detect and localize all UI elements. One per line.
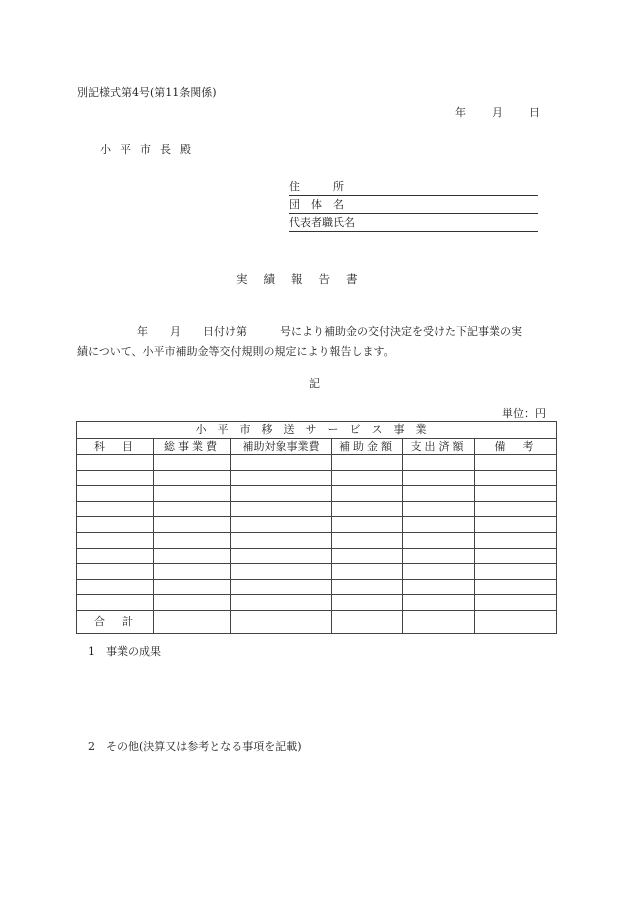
table-cell[interactable] <box>332 532 403 548</box>
table-cell[interactable] <box>231 548 332 564</box>
table-row <box>77 501 557 517</box>
table-cell[interactable] <box>475 470 557 486</box>
table-cell[interactable] <box>77 501 154 517</box>
table-cell[interactable] <box>154 532 231 548</box>
group-name-label: 団 体 名 <box>289 198 344 211</box>
form-number: 別記様式第4号(第11条関係) <box>77 86 217 99</box>
table-cell[interactable] <box>475 501 557 517</box>
table-cell[interactable] <box>332 486 403 502</box>
unit-label: 単位：円 <box>502 407 546 420</box>
table-cell[interactable] <box>332 470 403 486</box>
table-row <box>77 470 557 486</box>
representative-label: 代表者職氏名 <box>289 216 355 229</box>
table-cell[interactable] <box>77 595 154 611</box>
header-remarks: 備 考 <box>475 439 557 455</box>
total-label: 合 計 <box>77 610 154 633</box>
total-cell[interactable] <box>231 610 332 633</box>
table-cell[interactable] <box>403 517 475 533</box>
total-row <box>77 610 557 633</box>
total-cell[interactable] <box>332 610 403 633</box>
table-caption: 小平市移送サービス事業 <box>77 422 557 439</box>
table-cell[interactable] <box>332 579 403 595</box>
table-cell[interactable] <box>475 564 557 580</box>
total-cell[interactable] <box>475 610 557 633</box>
table-row <box>77 532 557 548</box>
table-row <box>77 548 557 564</box>
addressee: 小平市長殿 <box>100 143 200 156</box>
table-cell[interactable] <box>403 532 475 548</box>
table-cell[interactable] <box>332 548 403 564</box>
table-cell[interactable] <box>475 595 557 611</box>
body-text <box>77 322 552 362</box>
table-cell[interactable] <box>77 470 154 486</box>
table-cell[interactable] <box>154 455 231 471</box>
table-cell[interactable] <box>77 532 154 548</box>
body-line-2: 績について、小平市補助金等交付規則の規定により報告します。 <box>77 345 395 358</box>
table-cell[interactable] <box>231 486 332 502</box>
date-line <box>455 104 540 120</box>
report-table <box>76 421 557 634</box>
table-cell[interactable] <box>231 517 332 533</box>
table-cell[interactable] <box>403 486 475 502</box>
table-cell[interactable] <box>403 564 475 580</box>
table-cell[interactable] <box>332 564 403 580</box>
table-cell[interactable] <box>332 517 403 533</box>
table-cell[interactable] <box>231 532 332 548</box>
table-cell[interactable] <box>332 455 403 471</box>
table-row <box>77 564 557 580</box>
address-field[interactable] <box>289 179 538 196</box>
table-cell[interactable] <box>403 501 475 517</box>
table-cell[interactable] <box>231 579 332 595</box>
table-cell[interactable] <box>403 579 475 595</box>
header-total-cost: 総事業費 <box>154 439 231 455</box>
section-other: 2 その他(決算又は参考となる事項を記載) <box>88 740 302 753</box>
table-cell[interactable] <box>332 595 403 611</box>
group-name-field[interactable] <box>289 197 538 214</box>
table-cell[interactable] <box>231 564 332 580</box>
table-cell[interactable] <box>332 501 403 517</box>
header-paid-amount: 支出済額 <box>403 439 475 455</box>
header-item: 科 目 <box>77 439 154 455</box>
table-cell[interactable] <box>475 548 557 564</box>
date-month: 月 <box>492 106 503 119</box>
table-cell[interactable] <box>475 517 557 533</box>
table-cell[interactable] <box>154 548 231 564</box>
table-cell[interactable] <box>154 564 231 580</box>
table-cell[interactable] <box>475 532 557 548</box>
table-row <box>77 579 557 595</box>
table-cell[interactable] <box>154 595 231 611</box>
table-cell[interactable] <box>77 455 154 471</box>
date-day: 日 <box>529 106 540 119</box>
table-cell[interactable] <box>231 470 332 486</box>
header-subsidy-amount: 補助金額 <box>332 439 403 455</box>
table-cell[interactable] <box>77 517 154 533</box>
address-label: 住 所 <box>289 180 344 193</box>
body-line-1: 年 月 日付け第 号により補助金の交付決定を受けた下記事業の実 <box>137 325 522 338</box>
table-cell[interactable] <box>77 486 154 502</box>
table-cell[interactable] <box>77 564 154 580</box>
table-cell[interactable] <box>77 548 154 564</box>
table-cell[interactable] <box>475 486 557 502</box>
table-cell[interactable] <box>154 579 231 595</box>
total-cell[interactable] <box>403 610 475 633</box>
table-cell[interactable] <box>475 455 557 471</box>
table-cell[interactable] <box>231 595 332 611</box>
table-cell[interactable] <box>403 548 475 564</box>
date-year: 年 <box>455 106 466 119</box>
table-cell[interactable] <box>154 470 231 486</box>
representative-field[interactable] <box>289 215 538 232</box>
table-cell[interactable] <box>154 486 231 502</box>
table-cell[interactable] <box>77 579 154 595</box>
table-row <box>77 455 557 471</box>
ki-heading: 記 <box>309 377 320 390</box>
table-cell[interactable] <box>154 501 231 517</box>
table-cell[interactable] <box>403 470 475 486</box>
table-cell[interactable] <box>231 501 332 517</box>
document-title: 実績報告書 <box>236 272 374 286</box>
table-row <box>77 517 557 533</box>
table-cell[interactable] <box>231 455 332 471</box>
header-eligible-cost: 補助対象事業費 <box>231 439 332 455</box>
table-cell[interactable] <box>403 455 475 471</box>
applicant-block <box>289 179 538 233</box>
table-cell[interactable] <box>154 517 231 533</box>
table-cell[interactable] <box>403 595 475 611</box>
table-row <box>77 486 557 502</box>
total-cell[interactable] <box>154 610 231 633</box>
section-results: 1 事業の成果 <box>88 645 161 658</box>
table-cell[interactable] <box>475 579 557 595</box>
table-row <box>77 595 557 611</box>
